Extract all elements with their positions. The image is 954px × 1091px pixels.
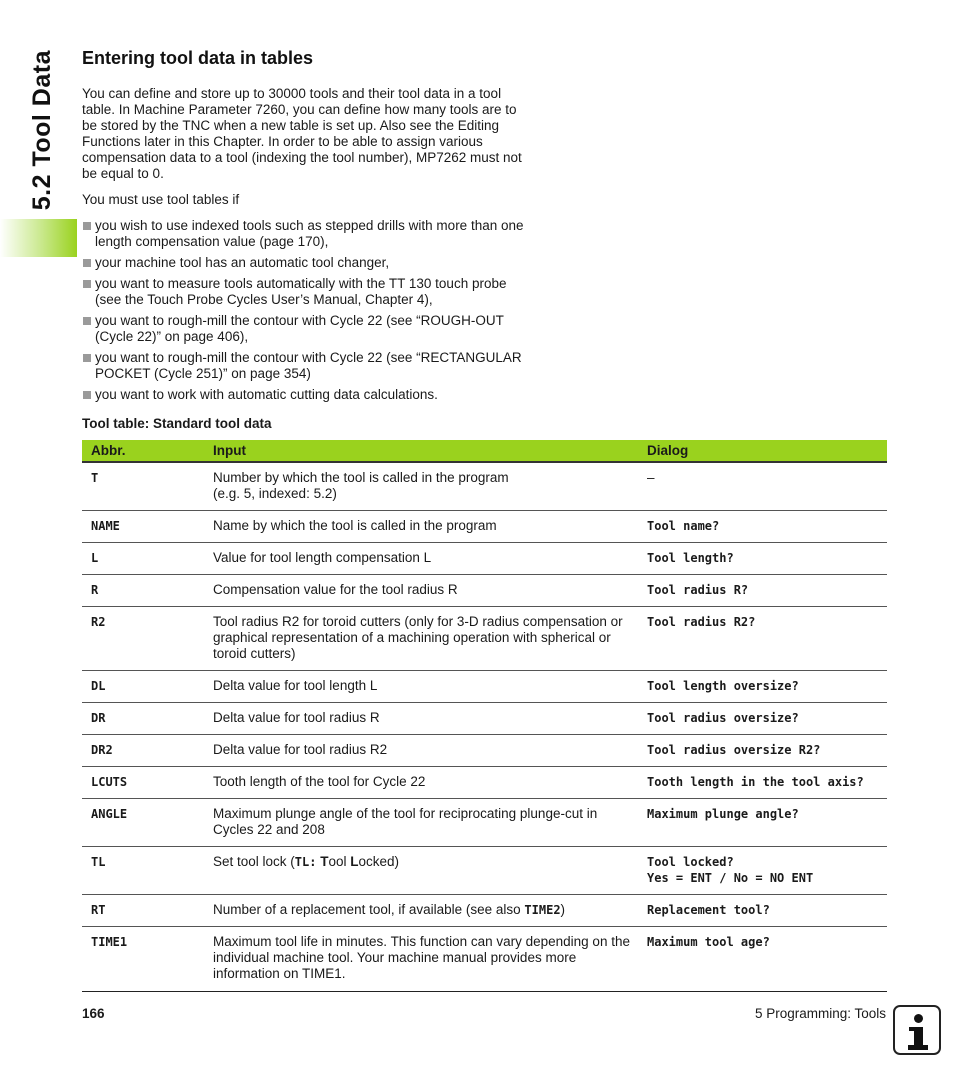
header-input: Input xyxy=(204,440,638,462)
dialog-cell: Tool radius R2? xyxy=(638,607,887,671)
abbr-cell: DR2 xyxy=(82,735,204,767)
input-cell: Name by which the tool is called in the program xyxy=(204,511,638,543)
abbr-cell: R2 xyxy=(82,607,204,671)
input-cell: Delta value for tool length L xyxy=(204,671,638,703)
header-abbr: Abbr. xyxy=(82,440,204,462)
input-cell: Maximum tool life in minutes. This function can vary depending on the individual machine tool. Your machine manual provides more information on TIME1. xyxy=(204,927,638,992)
dialog-cell: Tool length oversize? xyxy=(638,671,887,703)
table-row xyxy=(82,799,887,847)
table-row xyxy=(82,543,887,575)
input-cell: Compensation value for the tool radius R xyxy=(204,575,638,607)
table-row xyxy=(82,927,887,992)
input-cell: Set tool lock (TL: Tool Locked) xyxy=(204,847,638,895)
must-use-text: You must use tool tables if xyxy=(82,192,240,207)
list-item: you want to rough-mill the contour with Cycle 22 (see “ROUGH-OUT (Cycle 22)” on page 406), xyxy=(82,313,532,345)
tool-data-table xyxy=(82,440,887,992)
input-cell: Tooth length of the tool for Cycle 22 xyxy=(204,767,638,799)
table-row xyxy=(82,575,887,607)
table-row xyxy=(82,607,887,671)
list-item: you want to measure tools automatically with the TT 130 touch probe (see the Touch Probe Cycles User’s Manual, Chapter 4), xyxy=(82,276,532,308)
bullet-square-icon xyxy=(83,317,91,325)
dialog-cell: Tool name? xyxy=(638,511,887,543)
abbr-cell: TL xyxy=(82,847,204,895)
abbr-cell: R xyxy=(82,575,204,607)
dialog-cell: Replacement tool? xyxy=(638,895,887,927)
dialog-cell: Tool radius R? xyxy=(638,575,887,607)
table-row xyxy=(82,511,887,543)
input-cell: Tool radius R2 for toroid cutters (only for 3-D radius compensation or graphical representation of a machining operation with spherical or toroid cutters) xyxy=(204,607,638,671)
dialog-cell: Tool length? xyxy=(638,543,887,575)
table-row xyxy=(82,671,887,703)
list-item: your machine tool has an automatic tool changer, xyxy=(82,255,532,271)
dialog-cell: Tool locked? Yes = ENT / No = NO ENT xyxy=(638,847,887,895)
list-item: you want to rough-mill the contour with Cycle 22 (see “RECTANGULAR POCKET (Cycle 251)” on page 354) xyxy=(82,350,532,382)
table-row xyxy=(82,703,887,735)
abbr-cell: DL xyxy=(82,671,204,703)
dialog-cell: Maximum tool age? xyxy=(638,927,887,992)
intro-paragraph: You can define and store up to 30000 tools and their tool data in a tool table. In Machine Parameter 7260, you can define how many tools are to be stored by the TNC when a new table is set up. Also see the Editing Functions later in this Chapter. In order to be able to assign various compensation data to a tool (indexing the tool number), MP7262 must not be equal to 0. xyxy=(82,86,522,181)
input-cell: Value for tool length compensation L xyxy=(204,543,638,575)
table-row xyxy=(82,767,887,799)
dialog-cell: Tool radius oversize R2? xyxy=(638,735,887,767)
abbr-cell: RT xyxy=(82,895,204,927)
abbr-cell: TIME1 xyxy=(82,927,204,992)
table-row xyxy=(82,895,887,927)
info-icon xyxy=(893,1005,941,1055)
table-row xyxy=(82,735,887,767)
bullet-square-icon xyxy=(83,354,91,362)
abbr-cell: L xyxy=(82,543,204,575)
list-item: you wish to use indexed tools such as stepped drills with more than one length compensation value (page 170), xyxy=(82,218,532,250)
list-item: you want to work with automatic cutting data calculations. xyxy=(82,387,532,403)
chapter-footer: 5 Programming: Tools xyxy=(754,1006,886,1021)
conditions-list xyxy=(82,218,532,408)
vertical-section-title xyxy=(28,50,64,225)
table-title: Tool table: Standard tool data xyxy=(82,416,272,431)
dialog-cell: Tooth length in the tool axis? xyxy=(638,767,887,799)
dialog-cell: Tool radius oversize? xyxy=(638,703,887,735)
input-cell: Number by which the tool is called in the program (e.g. 5, indexed: 5.2) xyxy=(204,462,638,511)
table-header-row xyxy=(82,440,887,462)
header-dialog: Dialog xyxy=(638,440,887,462)
abbr-cell: DR xyxy=(82,703,204,735)
abbr-cell: T xyxy=(82,462,204,511)
section-title-text: 5.2 Tool Data xyxy=(28,50,56,211)
dialog-cell: – xyxy=(638,462,887,511)
table-row xyxy=(82,462,887,511)
input-cell: Maximum plunge angle of the tool for reciprocating plunge-cut in Cycles 22 and 208 xyxy=(204,799,638,847)
table-row xyxy=(82,847,887,895)
bullet-square-icon xyxy=(83,222,91,230)
abbr-cell: ANGLE xyxy=(82,799,204,847)
section-tab-marker xyxy=(0,219,77,257)
bullet-square-icon xyxy=(83,280,91,288)
input-cell: Delta value for tool radius R2 xyxy=(204,735,638,767)
bullet-square-icon xyxy=(83,259,91,267)
input-cell: Delta value for tool radius R xyxy=(204,703,638,735)
dialog-cell: Maximum plunge angle? xyxy=(638,799,887,847)
abbr-cell: LCUTS xyxy=(82,767,204,799)
input-cell: Number of a replacement tool, if available (see also TIME2) xyxy=(204,895,638,927)
bullet-square-icon xyxy=(83,391,91,399)
page-number: 166 xyxy=(82,1006,105,1021)
page-heading: Entering tool data in tables xyxy=(82,48,314,68)
abbr-cell: NAME xyxy=(82,511,204,543)
